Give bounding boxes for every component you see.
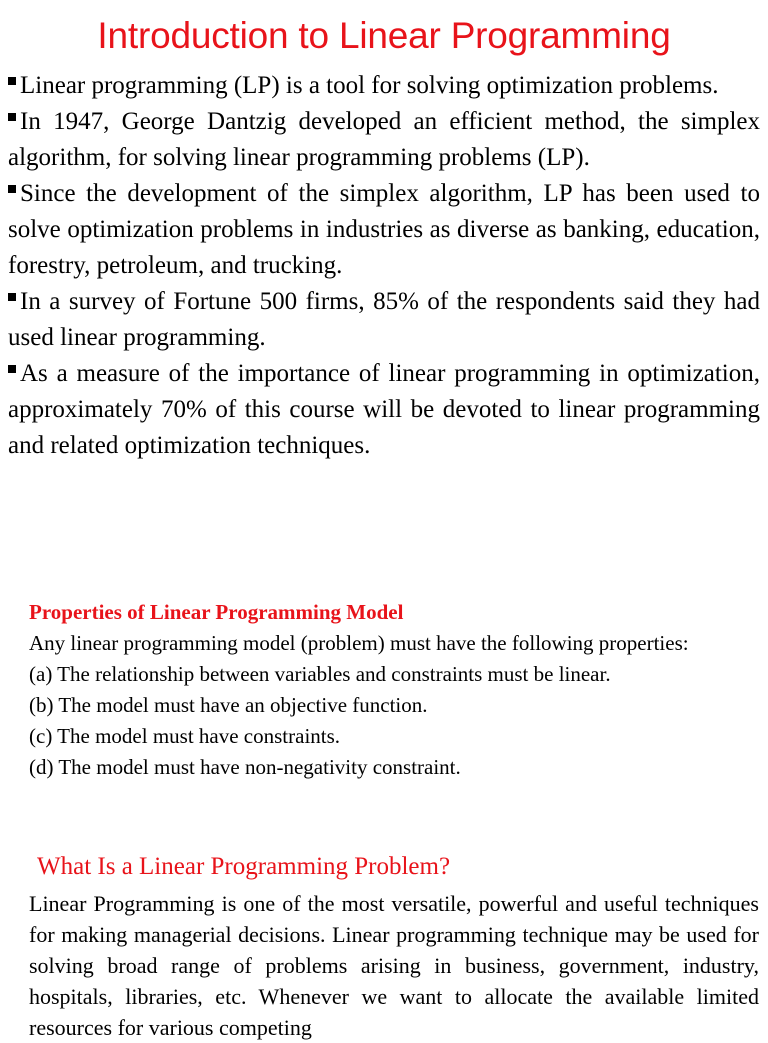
bullet-text: As a measure of the importance of linear programming in optimization, approximately 70% of this course will be devoted to linear programming and related optimization techniques. — [8, 360, 760, 459]
list-item — [8, 176, 760, 284]
square-bullet-icon — [8, 185, 16, 193]
square-bullet-icon — [8, 365, 16, 373]
properties-heading: Properties of Linear Programming Model — [29, 600, 404, 624]
bullet-text: Linear programming (LP) is a tool for solving optimization problems. — [20, 72, 719, 99]
list-item: (c) The model must have constraints. — [29, 724, 341, 748]
list-item: (d) The model must have non-negativity constraint. — [29, 755, 461, 779]
intro-bullet-list — [8, 68, 760, 464]
list-item: (a) The relationship between variables and constraints must be linear. — [29, 662, 611, 686]
what-is-lp-body: Linear Programming is one of the most versatile, powerful and useful techniques for making managerial decisions. Linear programming technique may be used for solving broad range of problems arising in business, government, industry, hospitals, libraries, etc. Whenever we want to allocate the available limited resources for various competing — [29, 891, 759, 1040]
list-item — [8, 68, 760, 104]
page-title: Introduction to Linear Programming — [97, 15, 671, 56]
list-item — [8, 104, 760, 176]
properties-intro: Any linear programming model (problem) must have the following properties: — [29, 631, 689, 655]
what-is-lp-section — [29, 850, 759, 1043]
square-bullet-icon — [8, 113, 16, 121]
list-item — [8, 284, 760, 356]
bullet-text: In 1947, George Dantzig developed an efficient method, the simplex algorithm, for solving linear programming problems (LP). — [8, 108, 760, 171]
properties-list — [29, 659, 759, 783]
list-item: (b) The model must have an objective function. — [29, 693, 428, 717]
bullet-text: Since the development of the simplex algorithm, LP has been used to solve optimization problems in industries as diverse as banking, education, forestry, petroleum, and trucking. — [8, 180, 760, 279]
what-is-lp-heading: What Is a Linear Programming Problem? — [37, 853, 451, 880]
properties-section — [29, 597, 759, 783]
square-bullet-icon — [8, 293, 16, 301]
bullet-text: In a survey of Fortune 500 firms, 85% of the respondents said they had used linear programming. — [8, 288, 760, 351]
list-item — [8, 356, 760, 464]
square-bullet-icon — [8, 77, 16, 85]
